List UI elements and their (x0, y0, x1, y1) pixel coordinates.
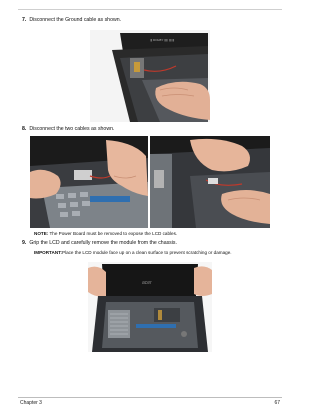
step-text: Grip the LCD and carefully remove the module from the chassis. (29, 240, 177, 246)
step-8 (22, 126, 114, 132)
photo-cable-left (30, 136, 148, 228)
step-number: 7. (22, 17, 27, 23)
important-note (34, 250, 232, 256)
step-number: 9. (22, 240, 27, 246)
step-9 (22, 240, 177, 246)
svg-text:||| DOLBY ||||| |||||||: ||| DOLBY ||||| ||||||| (150, 38, 175, 42)
note (34, 231, 177, 237)
note-text: The Power Board must be removed to expose the LCD cables. (48, 231, 178, 236)
footer-rule (18, 397, 282, 398)
brand-logo-text: acer (142, 280, 152, 286)
footer-page-number: 67 (274, 400, 280, 406)
footer-chapter: Chapter 3 (20, 400, 42, 406)
photo-ground-cable (90, 30, 210, 122)
important-label: IMPORTANT: (34, 250, 62, 255)
photo-cable-right (150, 136, 270, 228)
important-text: Place the LCD module face up on a clean surface to prevent scratching or damage. (61, 250, 232, 255)
note-label: NOTE: (34, 231, 49, 236)
header-rule (18, 9, 282, 10)
step-text: Disconnect the two cables as shown. (29, 126, 115, 132)
step-text: Disconnect the Ground cable as shown. (29, 17, 122, 23)
step-number: 8. (22, 126, 27, 132)
photo-remove-lcd (88, 262, 212, 352)
step-7 (22, 17, 121, 23)
